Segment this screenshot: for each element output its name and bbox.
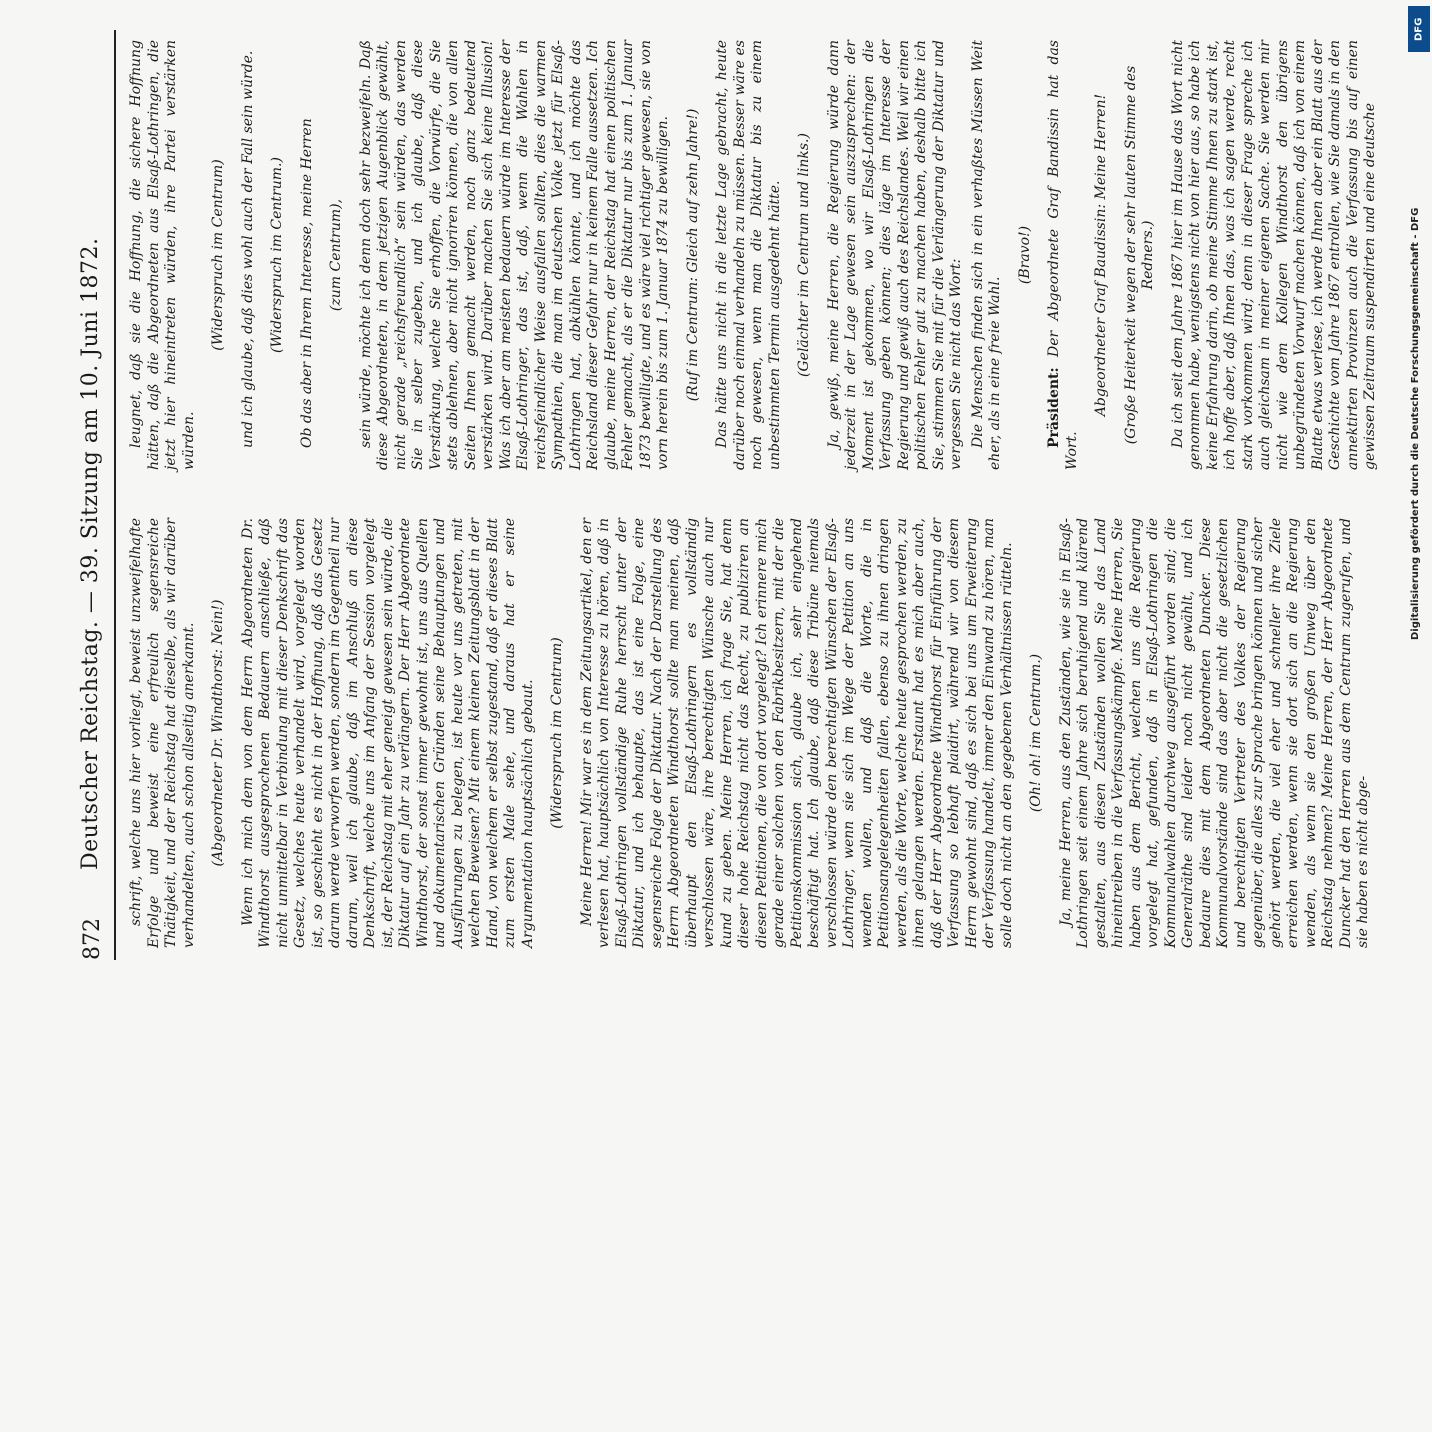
interjection: Abgeordneter Graf Baudissin: Meine Herren! bbox=[1093, 93, 1109, 417]
left-column bbox=[128, 518, 1377, 948]
running-title: Deutscher Reichstag. — 39. Sitzung am 10. Juni 1872. bbox=[78, 237, 103, 870]
president-statement bbox=[1046, 40, 1081, 470]
interjection: (Widerspruch im Centrum.) bbox=[269, 157, 285, 353]
interjection: (Bravo!) bbox=[1016, 225, 1033, 285]
paragraph: Das hätte uns nicht in die letzte Lage gebracht, heute darüber noch einmal verhandeln zu müssen. Besser wäre es noch gewesen, wenn man die Diktatur bis zu einem unbestimmten Termin ausgedehnt hätte. bbox=[714, 40, 783, 470]
paragraph: Die Menschen finden sich in ein verhaßtes Müssen Weit eher, als in eine freie Wahl. bbox=[969, 40, 1003, 470]
interjection: (Widerspruch im Centrum) bbox=[210, 159, 226, 351]
interjection: (Widerspruch im Centrum) bbox=[549, 637, 565, 829]
page-number: 872 bbox=[80, 918, 105, 960]
paragraph: Meine Herren! Mir war es in dem Zeitungsartikel, den er verlesen hat, hauptsächlich von Interesse zu hören, daß in Elsaß-Lothringen vollständige Ruhe herrscht unter der Diktatur, und ich behaupte, das ist eine Folge, eine segensreiche Folge der Diktatur. Nach der Darstellung des Herrn Abgeordneten Windthorst sollte man meinen, daß überhaupt den Elsaß-Lothringern es vollständig verschlossen wäre, ihre berechtigten Wünsche auch nur kund zu geben. Meine Herren, ich frage Sie, hat denn dieser hohe Reichstag nicht das Recht, zu publiziren an diesen Petitionen, die von dort vorgelegt? Ich erinnere mich gerade einer solchen von den Fabrikbesitzern, mit der die Petitionskommission sich, glaube ich, sehr eingehend beschäftigt hat. Ich glaube, daß diese Tribüne niemals verschlossen würde den berechtigten Wünschen der Elsaß-Lothringer, wenn sie sich im Wege der Petition an uns wenden wollen, und daß die Worte, die in Petitionsangelegenheiten fallen, ebenso zu ihnen dringen werden, als die Worte, welche heute gesprochen werden, zu ihnen gelangen werden. Erstaunt hat es mich aber auch, daß der Herr Abgeordnete Windthorst für Einführung der Verfassung so lebhaft plaidirt, während wir von diesem Herrn gewohnt sind, daß es sich bei uns um Erweiterung der Verfassung handelt, immer den Einwand zu hören, man solle doch nicht an den gegebenen Verhältnissen rütteln. bbox=[578, 518, 1015, 948]
paragraph: sein würde, möchte ich denn doch sehr bezweifeln. Daß diese Abgeordneten, in dem jetzigen Augenblick gewählt, nicht gerade „reichsfreundlich“ sein würden, das werden Sie in selber zugeben, und ich glaube, daß diese Verstärkung, welche Sie erhoffen, die Vorwürfe, die Sie stets ablehnen, aber nicht ignoriren können, die von allen Seiten Ihnen gemacht werden, noch ganz bedeutend verstärken wird. Darüber machen Sie sich keine Illusion! Was ich aber am meisten bedauern würde im Interesse der Elsaß-Lothringer, das ist, daß, wenn die Wahlen in reichsfeindlicher Weise ausfallen sollten, dies die warmen Sympathien, die man im deutschen Volke jetzt für Elsaß-Lothringen hat, abkühlen könnte, und ich möchte das Reichsland dieser Gefahr nur in keinem Falle aussetzen. Ich glaube, meine Herren, der Reichstag hat einen politischen Fehler gemacht, als er die Diktatur nur bis zum 1. Januar 1873 bewilligte, und es wäre viel richtiger gewesen, sie von vorn herein bis zum 1. Januar 1874 zu bewilligen. bbox=[357, 40, 671, 470]
paragraph: und ich glaube, daß dies wohl auch der Fall sein würde. bbox=[239, 50, 256, 448]
digitization-credit: Digitalisierung gefördert durch die Deutsche Forschungsgemeinschaft - DFG bbox=[1410, 207, 1421, 640]
dfg-logo: DFG bbox=[1408, 6, 1430, 52]
header-rule bbox=[114, 30, 116, 960]
speaker-label: Präsident: bbox=[1046, 367, 1062, 448]
paragraph: Da ich seit dem Jahre 1867 hier im Hause das Wort nicht genommen habe, wenigstens nicht von hier aus, so habe ich keine Erfahrung darin, ob meine Stimme Ihnen zu stark ist, ich hoffe aber, daß Ihnen das, was ich sagen werde, recht stark vorkommen wird; denn in dieser Frage spreche ich auch gleichsam in meiner eigenen Sache. Sie werden mir nicht wie dem Kollegen Windthorst den übrigens unbegründeten Vorwurf machen können, daß ich von einem Blatte etwas verlese, ich werde Ihnen aber ein Blatt aus der Geschichte vom Jahre 1867 entrollen, wie Sie damals in den annektirten Provinzen auch die Verfassung bis auf einen gewissen Zeitraum suspendirten und eine deutsche bbox=[1169, 40, 1378, 470]
interjection: (Gelächter im Centrum und links.) bbox=[796, 133, 812, 377]
interjection: (Ruf im Centrum: Gleich auf zehn Jahre!) bbox=[684, 108, 701, 402]
interjection: (Große Heiterkeit wegen der sehr lauten Stimme des Redners.) bbox=[1122, 65, 1156, 445]
dfg-credit-strip bbox=[1000, 0, 1030, 1432]
paragraph: Ja, gewiß, meine Herren, die Regierung würde dann jederzeit in der Lage gewesen sein auszusprechen: der Moment ist gekommen, wo wir Elsaß-Lothringen die Verfassung geben können; dies läge im Interesse der Regierung und gewiß auch des Reichslandes. Weil wir einen politischen Fehler gut zu machen haben, deshalb bitte ich Sie, stimmen Sie mit für die Verlängerung der Diktatur und vergessen Sie nicht das Wort: bbox=[825, 40, 964, 470]
page-header bbox=[70, 30, 110, 960]
interjection: (Oh! oh! im Centrum.) bbox=[1028, 653, 1044, 813]
paragraph: Wenn ich mich dem von dem Herrn Abgeordneten Dr. Windthorst ausgesprochenen Bedauern anschließe, daß nicht unmittelbar in Verbindung mit dieser Denkschrift das Gesetz, welches heute verhandelt wird, vorgelegt worden ist, so geschieht es nicht in der Hoffnung, daß das Gesetz darum werde verworfen werden, sondern im Gegentheil nur darum, weil ich glaube, daß im Anschluß an diese Denkschrift, welche uns im Anfang der Session vorgelegt ist, der Reichstag mit eher geneigt gewesen sein würde, die Diktatur auf ein Jahr zu verlängern. Der Herr Abgeordnete Windthorst, der sonst immer gewohnt ist, uns aus Quellen und dokumentarischen Gründen seine Behauptungen und Ausführungen zu belegen, ist heute vor uns getreten, mit welchen Beweisen? Mit einem kleinen Zeitungsblatt in der Hand, von welchem er selbst zugestand, daß er dieses Blatt zum ersten Male sehe, und daraus hat er seine Argumentation hauptsächlich gebaut. bbox=[239, 518, 536, 948]
interjection: (Abgeordneter Dr. Windthorst: Nein!) bbox=[210, 599, 226, 867]
paragraph: Ja, meine Herren, aus den Zuständen, wie sie in Elsaß-Lothringen seit einem Jahre sich beruhigend und klärend gestalten, aus diesen Zuständen wollen Sie das Land hineintreiben in die Verfassungskämpfe. Meine Herren, Sie haben aus dem Bericht, welchen uns die Regierung vorgelegt hat, gefunden, daß in Elsaß-Lothringen die Kommunalwahlen durchweg ausgeführt worden sind; die Generalräthe sind leider noch nicht gewählt, und ich bedaure dies mit dem Abgeordneten Duncker. Diese Kommunalvorstände sind das aber nicht die gesetzlichen und berechtigten Vertreter des Volkes der Regierung gegenüber, die alles zur Sprache bringen können und sicher gehört werden, die viel eher und schneller ihre Ziele erreichen werden, wenn sie dort sich an die Regierung wenden, als wenn sie den großen Umweg über den Reichstag nehmen? Meine Herren, der Herr Abgeordnete Duncker hat den Herren aus dem Centrum zugerufen, und sie haben es nicht abge- bbox=[1057, 518, 1371, 948]
paragraph: leugnet, daß sie die Hoffnung, die sichere Hoffnung hätten, daß die Abgeordneten aus Elsaß-Lothringen, die jetzt hier hineintreten würden, ihre Partei verstärken würden. bbox=[128, 40, 197, 470]
credit-sidebar bbox=[1402, 0, 1432, 1000]
paragraph: schrift, welche uns hier vorliegt, beweist unzweifelhafte Erfolge und beweist eine erfreulich segensreiche Thätigkeit, und der Reichstag hat dieselbe, als wir darüber verhandelten, auch schon allseitig anerkannt. bbox=[128, 518, 197, 948]
right-column bbox=[128, 40, 1384, 470]
statement-text: Der Abgeordnete Graf Bandissin hat das Wort. bbox=[1046, 40, 1080, 470]
interjection: (zum Centrum), bbox=[328, 198, 344, 312]
paragraph: Ob das aber in Ihrem Interesse, meine Herren bbox=[298, 118, 315, 448]
